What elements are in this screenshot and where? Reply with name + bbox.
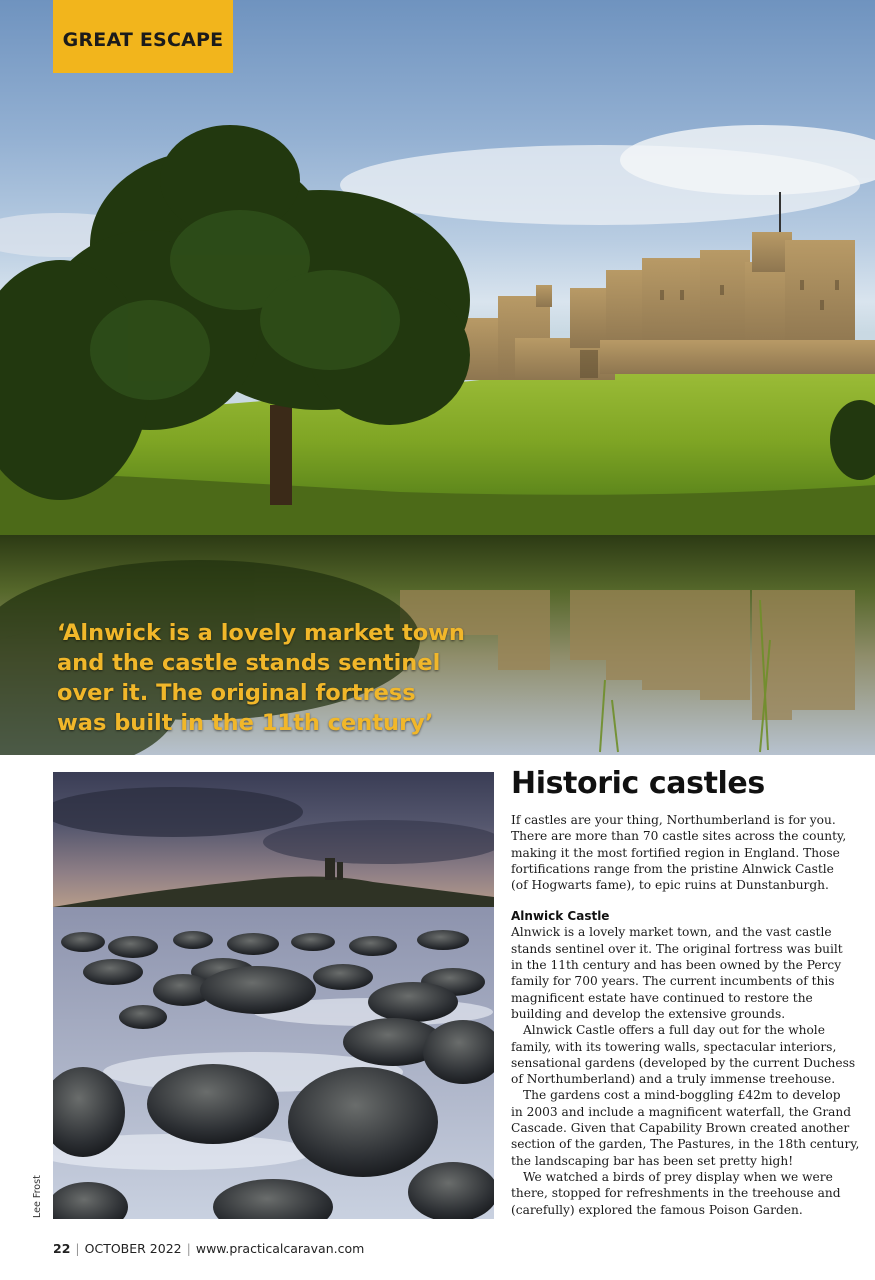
pull-quote: [57, 618, 477, 738]
text-line: magnificent estate have continued to restore the: [511, 990, 813, 1005]
text-line: If castles are your thing, Northumberland is for you.: [511, 813, 836, 827]
page-footer: [53, 1241, 364, 1256]
article-paragraph: [511, 1022, 856, 1087]
text-line: of Northumberland) and a truly immense treehouse.: [511, 1072, 836, 1087]
text-line: family, with its towering walls, spectacular interiors,: [511, 1039, 837, 1054]
text-line: in 2003 and include a magnificent waterfall, the Grand: [511, 1104, 852, 1119]
text-line: (carefully) explored the famous Poison Garden.: [511, 1202, 803, 1217]
photo-credit: Lee Frost: [32, 1175, 43, 1218]
text-line: building and develop the extensive grounds.: [511, 1006, 786, 1021]
text-line: in the 11th century and has been owned by the Percy: [511, 958, 842, 973]
text-line: Alnwick Castle offers a full day out for the whole: [523, 1023, 825, 1038]
article-subheading: Alnwick Castle: [511, 909, 610, 924]
text-line: The gardens cost a mind-boggling £42m to develop: [523, 1088, 841, 1103]
article-paragraph: [511, 1087, 860, 1168]
text-line: There are more than 70 castle sites across the county,: [511, 829, 847, 844]
pull-quote-line: ‘Alnwick is a lovely market town: [57, 620, 465, 646]
text-line: (of Hogwarts fame), to epic ruins at Dunstanburgh.: [511, 878, 829, 893]
section-tag: GREAT ESCAPE: [53, 0, 233, 73]
article-paragraph: [511, 924, 856, 1022]
footer-divider: |: [75, 1241, 80, 1256]
article-intro: [511, 812, 856, 893]
pull-quote-line: and the castle stands sentinel: [57, 650, 441, 676]
article-title: Historic castles: [511, 766, 765, 801]
text-line: sensational gardens (developed by the current Duchess: [511, 1055, 856, 1070]
website-link[interactable]: www.practicalcaravan.com: [195, 1241, 365, 1256]
dunstanburgh-coast-photo: [53, 772, 494, 1219]
text-line: making it the most fortified region in England. Those: [511, 845, 840, 860]
text-line: We watched a birds of prey display when we were: [523, 1169, 833, 1184]
article: [511, 764, 860, 1218]
text-line: Alnwick is a lovely market town, and the vast castle: [511, 925, 832, 940]
text-line: there, stopped for refreshments in the treehouse and: [511, 1186, 841, 1201]
page-number: 22: [53, 1241, 71, 1256]
issue-date: OCTOBER 2022: [84, 1241, 182, 1256]
text-line: the landscaping bar has been set pretty high!: [511, 1153, 794, 1168]
text-line: section of the garden, The Pastures, in the 18th century,: [511, 1137, 860, 1152]
pull-quote-line: was built in the 11th century’: [57, 710, 434, 736]
text-line: stands sentinel over it. The original fortress was built: [511, 941, 843, 956]
text-line: fortifications range from the pristine Alnwick Castle: [511, 861, 834, 876]
text-line: Cascade. Given that Capability Brown created another: [511, 1121, 850, 1136]
footer-divider: |: [186, 1241, 191, 1256]
rocky-shore-illustration: [53, 772, 494, 1219]
article-paragraph: [511, 1169, 856, 1218]
pull-quote-line: over it. The original fortress: [57, 680, 416, 706]
text-line: family for 700 years. The current incumbents of this: [511, 974, 835, 989]
